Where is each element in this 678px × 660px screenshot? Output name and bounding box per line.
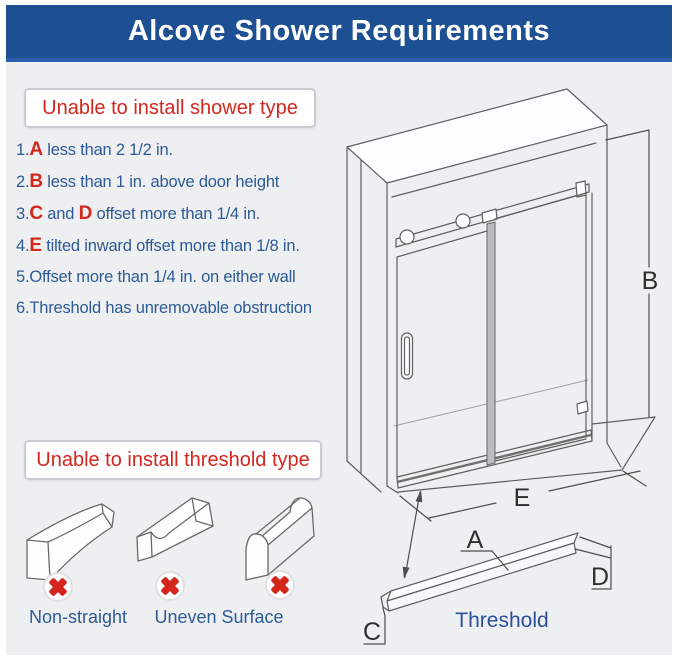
dim-key-d: D: [78, 203, 93, 224]
roller-bracket: [482, 209, 497, 223]
roller-mid: [456, 214, 470, 228]
threshold-label: Threshold: [455, 609, 549, 632]
alcove-shower-diagram: [330, 70, 678, 655]
x-badge-2: [156, 572, 184, 600]
dim-label-d: D: [590, 563, 610, 591]
non-straight-label: Non-straight: [28, 607, 128, 627]
header-banner: [6, 5, 672, 62]
dimension-d: [591, 546, 611, 591]
page-title: Alcove Shower Requirements: [127, 15, 551, 47]
dimension-c: [363, 608, 385, 646]
shower-type-warning-title: Unable to install shower type: [42, 96, 298, 119]
threshold-type-warning-title: Unable to install threshold type: [36, 448, 310, 471]
uneven-surface-threshold-drawing: [137, 498, 213, 561]
rounded-top-threshold-drawing: [246, 498, 314, 580]
threshold-bar-drawing: [381, 533, 611, 611]
non-straight-threshold-drawing: [27, 504, 114, 580]
rule-item-6: 6.Threshold has unremovable obstruction: [16, 299, 312, 317]
rule-item-2: 2.B less than 1 in. above door height: [16, 171, 280, 192]
alcove-top-face: [347, 89, 607, 183]
dim-label-a: A: [466, 526, 484, 554]
threshold-type-warning-box: [24, 440, 322, 480]
dim-key-b: B: [29, 171, 43, 192]
roller-left: [400, 230, 414, 244]
shower-type-warning-box: [24, 88, 316, 128]
door-stile: [487, 222, 495, 465]
rule-item-5: 5.Offset more than 1/4 in. on either wall: [16, 268, 296, 286]
rule-item-3: 3.C and D offset more than 1/4 in.: [16, 203, 261, 224]
rule-item-4: 4.E tilted inward offset more than 1/8 in.: [16, 235, 300, 256]
x-badge-1: [44, 573, 72, 601]
dim-label-e: E: [513, 484, 531, 512]
uneven-surface-label: Uneven Surface: [154, 607, 284, 627]
dim-key-c: C: [29, 203, 43, 224]
dim-key-e: E: [29, 235, 42, 256]
x-badge-3: [266, 571, 294, 599]
threshold-pointer-arrow: [403, 490, 423, 579]
dim-label-c: C: [362, 618, 382, 646]
dim-key-a: A: [29, 139, 43, 160]
rules-list: [16, 134, 318, 324]
dimension-b: [606, 130, 658, 417]
dim-label-b: B: [641, 267, 659, 295]
panel-wall-clip: [577, 401, 588, 414]
rule-item-1: 1.A less than 2 1/2 in.: [16, 139, 173, 160]
